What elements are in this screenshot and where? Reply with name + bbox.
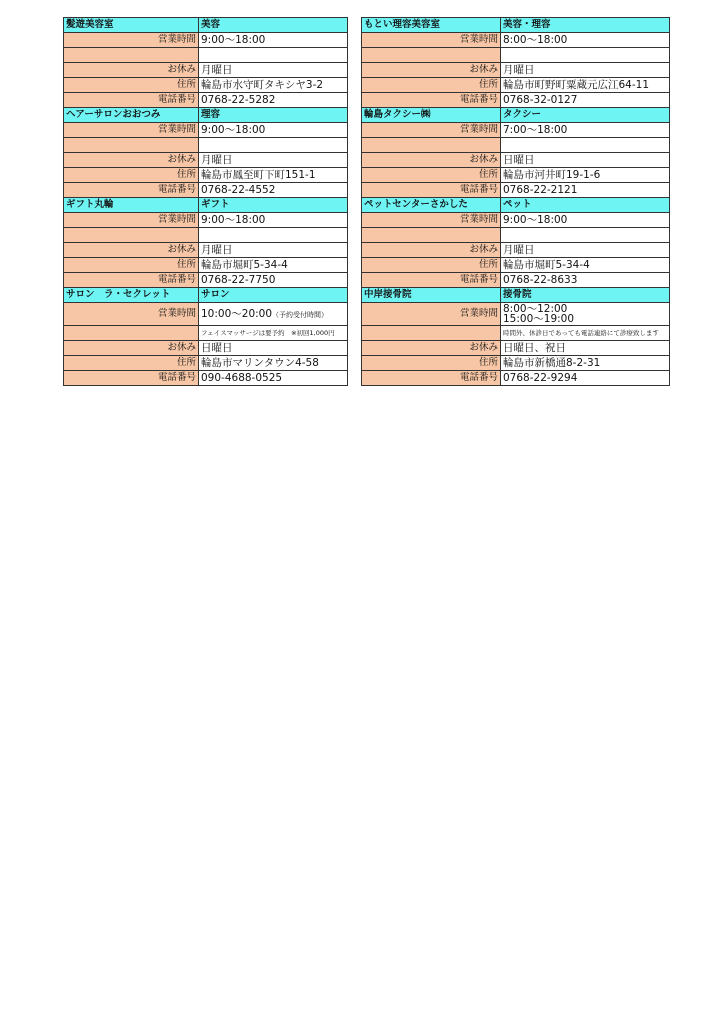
hours-value [501, 123, 670, 138]
note-row [64, 326, 348, 341]
address-row [64, 356, 348, 371]
store-header-row [362, 18, 670, 33]
hours-value [501, 213, 670, 228]
phone-label: 電話番号 [64, 371, 199, 386]
hours-label: 営業時間 [362, 303, 501, 326]
holiday-row [64, 153, 348, 168]
note-label [362, 48, 501, 63]
hours-label: 営業時間 [64, 213, 199, 228]
phone-value: 0768-22-5282 [199, 93, 348, 108]
address-value: 輪島市町野町粟蔵元広江64-11 [501, 78, 670, 93]
hours-row [64, 123, 348, 138]
holiday-label: お休み [362, 63, 501, 78]
hours-label: 営業時間 [362, 33, 501, 48]
holiday-label: お休み [64, 341, 199, 356]
note-label [64, 138, 199, 153]
note-label [362, 326, 501, 341]
holiday-row [362, 63, 670, 78]
phone-value: 0768-22-2121 [501, 183, 670, 198]
phone-value: 0768-32-0127 [501, 93, 670, 108]
note-value [199, 138, 348, 153]
right-store-list [361, 17, 670, 386]
hours-label: 営業時間 [64, 123, 199, 138]
store-header-row [362, 198, 670, 213]
hours-text: 8:00～18:00 [503, 34, 568, 46]
holiday-row [362, 153, 670, 168]
note-label [64, 228, 199, 243]
store-category: ペット [501, 198, 670, 213]
store-name: ヘアーサロンおおつみ [64, 108, 199, 123]
phone-row [64, 183, 348, 198]
right-table [361, 17, 670, 386]
phone-row [362, 273, 670, 288]
phone-value: 0768-22-9294 [501, 371, 670, 386]
phone-label: 電話番号 [362, 183, 501, 198]
note-row [362, 138, 670, 153]
hours-row [362, 303, 670, 326]
note-label [64, 48, 199, 63]
store-category: 接骨院 [501, 288, 670, 303]
address-row [362, 258, 670, 273]
phone-label: 電話番号 [362, 273, 501, 288]
address-label: 住所 [362, 258, 501, 273]
holiday-value: 日曜日 [199, 341, 348, 356]
hours-text: 7:00～18:00 [503, 124, 568, 136]
phone-row [64, 93, 348, 108]
hours-text: 9:00～18:00 [201, 124, 266, 136]
note-row [362, 48, 670, 63]
address-value: 輪島市堀町5-34-4 [199, 258, 348, 273]
address-label: 住所 [64, 168, 199, 183]
holiday-value: 月曜日 [199, 243, 348, 258]
hours-value [501, 303, 670, 326]
store-header-row [362, 288, 670, 303]
holiday-label: お休み [64, 243, 199, 258]
address-label: 住所 [64, 356, 199, 371]
address-row [362, 168, 670, 183]
note-label [362, 138, 501, 153]
hours-text-2: 15:00～19:00 [503, 313, 575, 325]
phone-row [362, 371, 670, 386]
hours-text: 9:00～18:00 [201, 34, 266, 46]
note-row [362, 228, 670, 243]
address-row [64, 168, 348, 183]
hours-row [362, 33, 670, 48]
address-row [64, 258, 348, 273]
note-row [64, 48, 348, 63]
store-header-row [64, 108, 348, 123]
note-value [199, 228, 348, 243]
hours-text: 9:00～18:00 [201, 214, 266, 226]
store-name: 髪遊美容室 [64, 18, 199, 33]
address-label: 住所 [64, 78, 199, 93]
phone-row [362, 183, 670, 198]
phone-value: 0768-22-7750 [199, 273, 348, 288]
store-name: 中岸接骨院 [362, 288, 501, 303]
note-value [501, 138, 670, 153]
holiday-label: お休み [362, 243, 501, 258]
address-label: 住所 [64, 258, 199, 273]
holiday-value: 日曜日、祝日 [501, 341, 670, 356]
store-name: ギフト丸輪 [64, 198, 199, 213]
note-value: 時間外、休診日であっても電話連絡にて診療致します [501, 326, 670, 341]
note-value [199, 48, 348, 63]
holiday-label: お休み [362, 153, 501, 168]
holiday-row [362, 341, 670, 356]
holiday-value: 月曜日 [199, 153, 348, 168]
address-row [362, 356, 670, 371]
hours-label: 営業時間 [64, 303, 199, 326]
phone-label: 電話番号 [362, 93, 501, 108]
holiday-row [64, 243, 348, 258]
address-row [362, 78, 670, 93]
phone-label: 電話番号 [362, 371, 501, 386]
address-label: 住所 [362, 78, 501, 93]
hours-value [199, 303, 348, 326]
address-value: 輪島市マリンタウン4-58 [199, 356, 348, 371]
store-category: タクシー [501, 108, 670, 123]
store-category: 美容・理容 [501, 18, 670, 33]
hours-value [199, 33, 348, 48]
store-header-row [362, 108, 670, 123]
hours-row [64, 33, 348, 48]
address-value: 輪島市鳳至町下町151-1 [199, 168, 348, 183]
address-value: 輪島市河井町19-1-6 [501, 168, 670, 183]
store-name: ペットセンターさかした [362, 198, 501, 213]
phone-label: 電話番号 [64, 273, 199, 288]
address-row [64, 78, 348, 93]
holiday-label: お休み [64, 63, 199, 78]
holiday-row [362, 243, 670, 258]
address-label: 住所 [362, 168, 501, 183]
note-value [501, 228, 670, 243]
phone-label: 電話番号 [64, 93, 199, 108]
left-table [63, 17, 348, 386]
hours-label: 営業時間 [362, 123, 501, 138]
holiday-value: 月曜日 [501, 63, 670, 78]
address-label: 住所 [362, 356, 501, 371]
phone-value: 090-4688-0525 [199, 371, 348, 386]
hours-row [64, 213, 348, 228]
note-label [362, 228, 501, 243]
store-name: サロン ラ・セクレット [64, 288, 199, 303]
phone-row [64, 371, 348, 386]
address-value: 輪島市水守町タキシヤ3-2 [199, 78, 348, 93]
hours-row [64, 303, 348, 326]
phone-value: 0768-22-8633 [501, 273, 670, 288]
hours-text: 9:00～18:00 [503, 214, 568, 226]
hours-row [362, 213, 670, 228]
holiday-value: 月曜日 [501, 243, 670, 258]
phone-row [64, 273, 348, 288]
note-value: フェイスマッサージは要予約 ※初回1,000円 [199, 326, 348, 341]
hours-value [501, 33, 670, 48]
store-category: 美容 [199, 18, 348, 33]
address-value: 輪島市堀町5-34-4 [501, 258, 670, 273]
hours-label: 営業時間 [64, 33, 199, 48]
note-value [501, 48, 670, 63]
hours-value [199, 123, 348, 138]
phone-label: 電話番号 [64, 183, 199, 198]
left-store-list [63, 17, 348, 386]
hours-suffix: （予約受付時間） [272, 310, 329, 319]
note-row [362, 326, 670, 341]
store-category: 理容 [199, 108, 348, 123]
holiday-label: お休み [362, 341, 501, 356]
holiday-row [64, 341, 348, 356]
hours-row [362, 123, 670, 138]
store-category: ギフト [199, 198, 348, 213]
hours-label: 営業時間 [362, 213, 501, 228]
holiday-label: お休み [64, 153, 199, 168]
holiday-value: 日曜日 [501, 153, 670, 168]
store-header-row [64, 198, 348, 213]
note-label [64, 326, 199, 341]
note-row [64, 228, 348, 243]
note-row [64, 138, 348, 153]
store-header-row [64, 18, 348, 33]
store-header-row [64, 288, 348, 303]
holiday-value: 月曜日 [199, 63, 348, 78]
phone-value: 0768-22-4552 [199, 183, 348, 198]
store-category: サロン [199, 288, 348, 303]
hours-text: 10:00～20:00 [201, 307, 273, 320]
address-value: 輪島市新橋通8-2-31 [501, 356, 670, 371]
holiday-row [64, 63, 348, 78]
hours-value [199, 213, 348, 228]
store-name: 輪島タクシー㈱ [362, 108, 501, 123]
store-name: もとい理容美容室 [362, 18, 501, 33]
phone-row [362, 93, 670, 108]
hours-text: 8:00～12:00 [503, 303, 568, 315]
